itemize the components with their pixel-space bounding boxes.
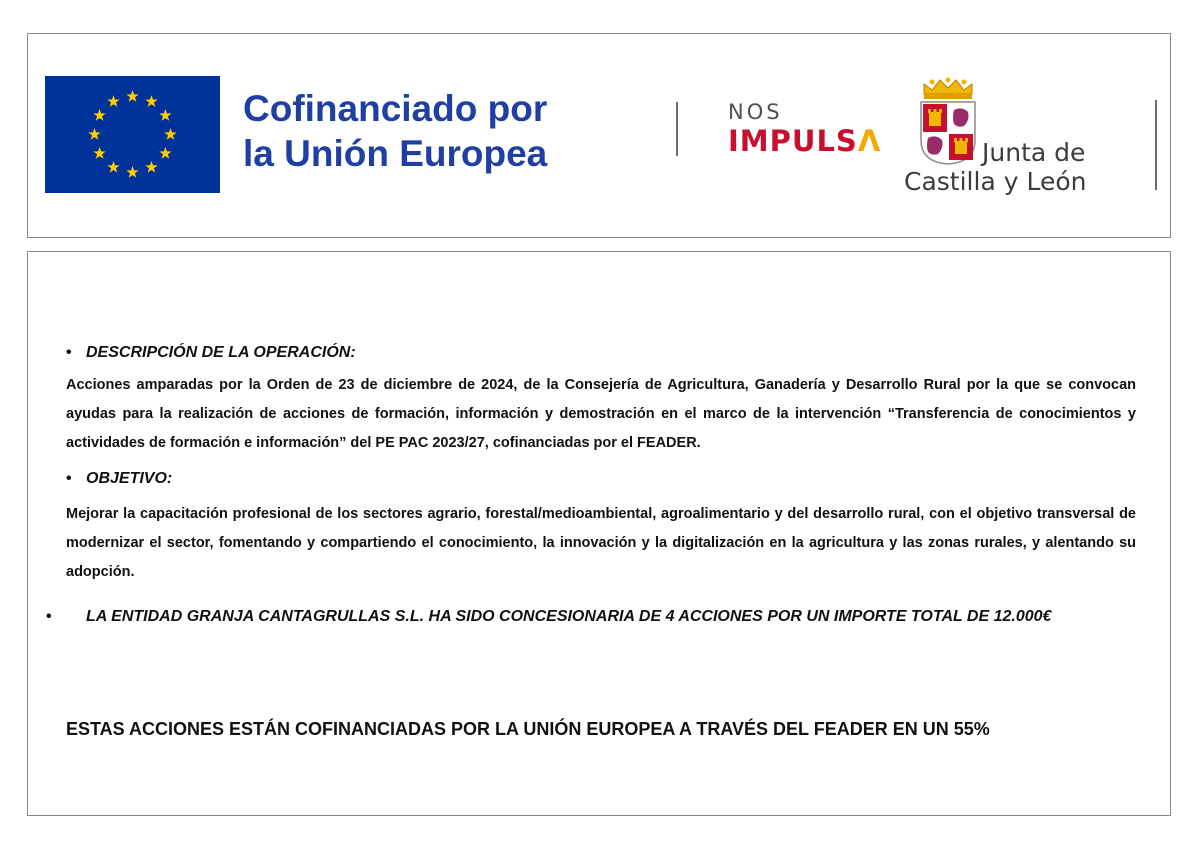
eu-title-line2: la Unión Europea <box>243 133 548 174</box>
objective-heading <box>66 469 172 489</box>
cofinancing-statement: ESTAS ACCIONES ESTÁN COFINANCIADAS POR LA UNIÓN EUROPEA A TRAVÉS DEL FEADER EN UN 55% <box>66 719 990 739</box>
header-divider-right <box>1155 100 1157 190</box>
description-text: Acciones amparadas por la Orden de 23 de diciembre de 2024, de la Consejería de Agricultura, Ganadería y Desarrollo Rural por la que se convocan ayudas para la realización de acciones de formación, información y demostración en el marco de la intervención “Transferencia de conocimientos y actividades de formación e información” del PE PAC 2023/27, cofinanciadas por el FEADER. <box>66 377 1136 451</box>
eu-flag-icon <box>45 76 220 193</box>
description-heading <box>66 343 356 363</box>
logo-header <box>27 33 1171 238</box>
eu-cofinanciado-title <box>243 86 547 176</box>
nos-label: NOS <box>728 100 783 124</box>
castilla-y-leon-label: Castilla y León <box>904 167 1087 196</box>
nos-impulsa-logo <box>728 100 888 158</box>
junta-de-label: Junta de <box>982 138 1086 167</box>
bullet-icon: • <box>66 344 72 361</box>
objective-heading-text: OBJETIVO: <box>86 470 173 487</box>
bullet-icon: • <box>46 608 52 625</box>
castilla-leon-coat-of-arms-icon <box>918 74 978 166</box>
impulsa-main: IMPULS <box>728 124 858 158</box>
eu-title-line1: Cofinanciado por <box>243 88 548 129</box>
entity-statement <box>46 601 1146 632</box>
operation-info-panel <box>27 251 1171 816</box>
bullet-icon: • <box>66 470 72 487</box>
entity-text: LA ENTIDAD GRANJA CANTAGRULLAS S.L. HA SIDO CONCESIONARIA DE 4 ACCIONES POR UN IMPORTE TOTAL DE 12.000€ <box>86 608 1052 625</box>
objective-text: Mejorar la capacitación profesional de los sectores agrario, forestal/medioambiental, agroalimentario y del desarrollo rural, con el objetivo transversal de modernizar el sector, fomentando y compartiendo el conocimiento, la innovación y la digitalización en la agricultura y las zonas rurales, y alentando su adopción. <box>66 506 1136 580</box>
header-divider <box>676 102 678 156</box>
impulsa-label <box>728 124 888 158</box>
description-heading-text: DESCRIPCIÓN DE LA OPERACIÓN: <box>86 344 356 361</box>
impulsa-accent: Λ <box>857 124 882 158</box>
